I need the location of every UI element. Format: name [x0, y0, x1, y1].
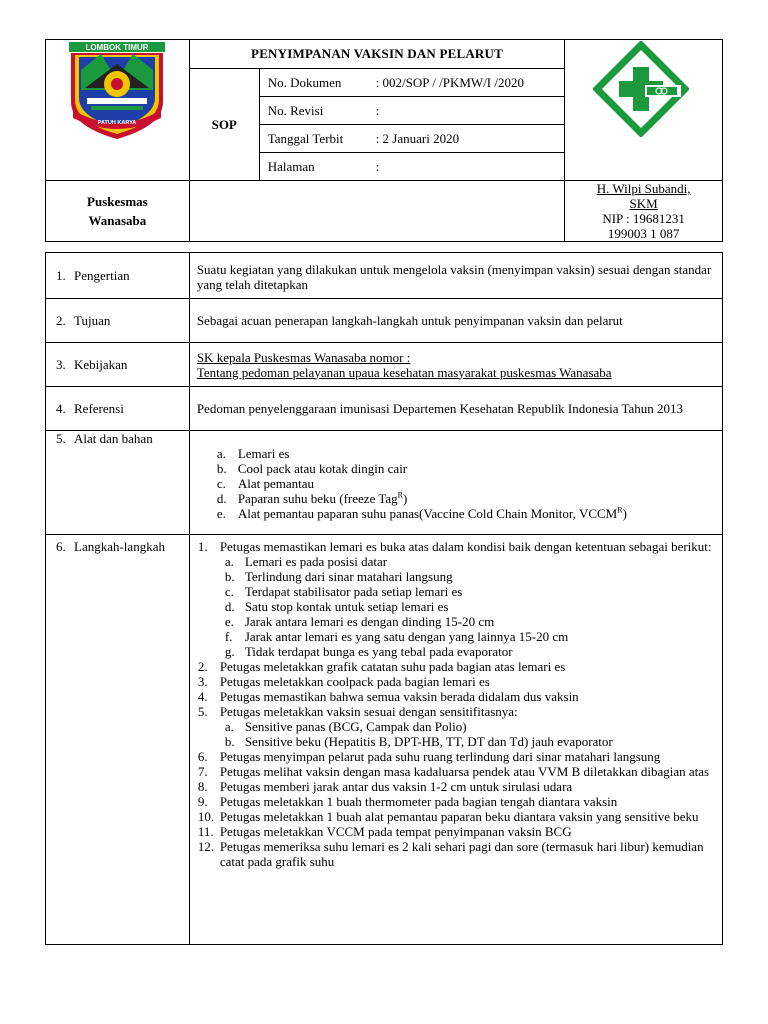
- item-marker: c.: [216, 476, 226, 491]
- item-marker: c.: [224, 584, 234, 599]
- row-no-revisi: [259, 97, 565, 125]
- step-text: Petugas memastikan bahwa semua vaksin berada didalam dus vaksin: [219, 689, 579, 704]
- list-alat-bahan: [189, 431, 722, 535]
- signer-nip-2: 199003 1 087: [607, 226, 680, 241]
- sop-label: SOP: [189, 69, 259, 181]
- puskesmas-line-1: Puskesmas: [87, 194, 148, 209]
- section-label: Alat dan bahan: [74, 431, 153, 446]
- row-value: : 002/SOP / /PKMW/I /2020: [375, 74, 525, 90]
- item-text: Sensitive beku (Hepatitis B, DPT-HB, TT, DT dan Td) jauh evaporator: [244, 734, 613, 749]
- sop-content-table: [45, 252, 723, 945]
- step-item: [198, 839, 716, 869]
- row-value: :: [375, 158, 380, 174]
- step-number: 2.: [197, 659, 208, 674]
- puskesmas-line-2: Wanasaba: [88, 213, 147, 228]
- step-item: [198, 689, 716, 704]
- step-number: 4.: [197, 689, 208, 704]
- step-item: [198, 749, 716, 764]
- item-superscript: R: [397, 490, 404, 500]
- sub-item: [225, 584, 716, 599]
- row-label: No. Dokumen: [267, 74, 342, 90]
- section-label: Langkah-langkah: [74, 539, 165, 554]
- item-text: Terlindung dari sinar matahari langsung: [244, 569, 453, 584]
- item-text: Lemari es: [237, 446, 290, 461]
- label-referensi: [46, 387, 190, 431]
- item-marker: d.: [216, 491, 227, 506]
- label-pengertian: [46, 253, 190, 299]
- item-text-after: ): [622, 506, 627, 521]
- sub-item: [225, 599, 716, 614]
- puskesmas-logo-icon: [593, 41, 689, 137]
- row-tanggal-terbit: [259, 125, 565, 153]
- row-halaman: [259, 153, 565, 181]
- item-marker: 7.: [197, 764, 208, 779]
- sub-item: [225, 554, 716, 569]
- step-1-sublist: [198, 554, 716, 659]
- step-text: Petugas meletakkan grafik catatan suhu pada bagian atas lemari es: [219, 659, 566, 674]
- item-marker: b.: [224, 569, 235, 584]
- item-text: Petugas meletakkan 1 buah alat pemantau paparan beku diantara vaksin yang sensitive beku: [219, 809, 699, 824]
- item-text: Cool pack atau kotak dingin cair: [237, 461, 408, 476]
- item-marker: d.: [224, 599, 235, 614]
- section-label: Kebijakan: [74, 357, 128, 372]
- signer-name-2: SKM: [629, 196, 658, 211]
- section-label: Referensi: [74, 401, 124, 416]
- section-number: 2.: [56, 313, 66, 328]
- section-number: 5.: [56, 431, 66, 446]
- list-item: [217, 476, 716, 491]
- step-item: [198, 674, 716, 689]
- text-tujuan: Sebagai acuan penerapan langkah-langkah untuk penyimpanan vaksin dan pelarut: [189, 299, 722, 343]
- sub-item: [225, 569, 716, 584]
- list-langkah: [189, 535, 722, 945]
- list-item: [217, 506, 716, 521]
- step-number: 5.: [197, 704, 208, 719]
- step-item: [198, 704, 716, 719]
- sub-item: [225, 629, 716, 644]
- item-text: Jarak antar lemari es yang satu dengan yang lainnya 15-20 cm: [244, 629, 569, 644]
- row-no-dokumen: [259, 69, 565, 97]
- emblem-bottom-text: PATUH KARYA: [97, 120, 137, 126]
- step-5-sublist: [198, 719, 716, 749]
- item-marker: g.: [224, 644, 235, 659]
- item-marker: b.: [224, 734, 235, 749]
- lombok-timur-emblem-icon: [67, 40, 167, 140]
- item-text: Petugas memeriksa suhu lemari es 2 kali sehari pagi dan sore (termasuk hari libur) kemudian catat pada grafik suhu: [219, 839, 704, 869]
- item-superscript: R: [617, 505, 623, 515]
- document-title: PENYIMPANAN VAKSIN DAN PELARUT: [189, 40, 564, 69]
- sub-item: [225, 614, 716, 629]
- text-pengertian: Suatu kegiatan yang dilakukan untuk mengelola vaksin (menyimpan vaksin) sesuai dengan standar yang telah ditetapkan: [189, 253, 722, 299]
- item-marker: 10.: [197, 809, 215, 824]
- puskesmas-name: [46, 181, 190, 242]
- item-text: Petugas melihat vaksin dengan masa kadaluarsa pendek atau VVM B diletakkan dibagian atas: [219, 764, 710, 779]
- item-text: Sensitive panas (BCG, Campak dan Polio): [244, 719, 467, 734]
- item-text: Petugas menyimpan pelarut pada suhu ruang terlindung dari sinar matahari langsung: [219, 749, 661, 764]
- step-item: [198, 779, 716, 794]
- step-item: [198, 539, 716, 554]
- section-number: 4.: [56, 401, 66, 416]
- label-langkah: [46, 535, 190, 945]
- item-text-main: Alat pemantau paparan suhu panas(Vaccine Cold Chain Monitor, VCCM: [237, 506, 618, 521]
- row-label: No. Revisi: [267, 102, 324, 118]
- item-marker: e.: [224, 614, 234, 629]
- step-text: Petugas meletakkan vaksin sesuai dengan sensitifitasnya:: [219, 704, 518, 719]
- item-text: [238, 506, 716, 521]
- label-tujuan: [46, 299, 190, 343]
- list-item: [217, 491, 716, 506]
- list-item: [217, 446, 716, 461]
- step-text: Petugas memastikan lemari es buka atas dalam kondisi baik dengan ketentuan sebagai berikut:: [219, 539, 712, 554]
- item-marker: a.: [216, 446, 226, 461]
- step-item: [198, 659, 716, 674]
- step-text: Petugas meletakkan coolpack pada bagian lemari es: [219, 674, 490, 689]
- item-marker: 11.: [197, 824, 214, 839]
- item-text: Terdapat stabilisator pada setiap lemari es: [244, 584, 463, 599]
- sub-item: [225, 644, 716, 659]
- section-label: Pengertian: [74, 268, 130, 283]
- section-number: 6.: [56, 539, 66, 554]
- row-label: Halaman: [267, 158, 315, 174]
- text-referensi: Pedoman penyelenggaraan imunisasi Departemen Kesehatan Republik Indonesia Tahun 2013: [189, 387, 722, 431]
- section-number: 3.: [56, 357, 66, 372]
- step-item: [198, 764, 716, 779]
- row-value: : 2 Januari 2020: [375, 130, 460, 146]
- item-text-after: ): [403, 491, 408, 506]
- item-marker: 6.: [197, 749, 208, 764]
- item-text: Alat pemantau: [237, 476, 314, 491]
- signer-nip-1: NIP : 19681231: [602, 211, 685, 226]
- list-item: [217, 461, 716, 476]
- item-marker: f.: [224, 629, 233, 644]
- item-text: Petugas meletakkan 1 buah thermometer pada bagian tengah diantara vaksin: [219, 794, 618, 809]
- kebijakan-line-2: Tentang pedoman pelayanan upaua kesehatan masyarakat puskesmas Wanasaba: [196, 364, 612, 380]
- item-marker: a.: [224, 554, 234, 569]
- label-kebijakan: [46, 343, 190, 387]
- signer-name-1: H. Wilpi Subandi,: [596, 181, 691, 196]
- item-marker: a.: [224, 719, 234, 734]
- step-item: [198, 824, 716, 839]
- steps-6-12: [198, 749, 716, 869]
- item-text: Petugas meletakkan VCCM pada tempat penyimpanan vaksin BCG: [219, 824, 572, 839]
- item-marker: 9.: [197, 794, 208, 809]
- step-number: 1.: [197, 539, 208, 554]
- item-text: Petugas memberi jarak antar dus vaksin 1-2 cm untuk sirulasi udara: [219, 779, 573, 794]
- step-item: [198, 809, 716, 824]
- item-text: Tidak terdapat bunga es yang tebal pada evaporator: [244, 644, 513, 659]
- text-kebijakan: [189, 343, 722, 387]
- step-number: 3.: [197, 674, 208, 689]
- row-label: Tanggal Terbit: [267, 130, 344, 146]
- sub-item: [225, 719, 716, 734]
- item-text: [238, 491, 716, 506]
- item-marker: e.: [216, 506, 226, 521]
- item-text: Jarak antara lemari es dengan dinding 15-20 cm: [244, 614, 495, 629]
- section-label: Tujuan: [74, 313, 111, 328]
- sub-item: [225, 734, 716, 749]
- label-alat-bahan: [46, 431, 190, 535]
- section-number: 1.: [56, 268, 66, 283]
- item-text-main: Paparan suhu beku (freeze Tag: [237, 491, 398, 506]
- item-text: Lemari es pada posisi datar: [244, 554, 388, 569]
- signer-block: [565, 181, 723, 242]
- step-item: [198, 794, 716, 809]
- row-value: :: [375, 102, 380, 118]
- item-text: Satu stop kontak untuk setiap lemari es: [244, 599, 449, 614]
- kebijakan-line-1: SK kepala Puskesmas Wanasaba nomor :: [196, 349, 411, 365]
- emblem-top-text: LOMBOK TIMUR: [85, 43, 149, 52]
- item-marker: 12.: [197, 839, 215, 854]
- item-marker: 8.: [197, 779, 208, 794]
- item-marker: b.: [216, 461, 227, 476]
- blank-cell: [189, 181, 564, 242]
